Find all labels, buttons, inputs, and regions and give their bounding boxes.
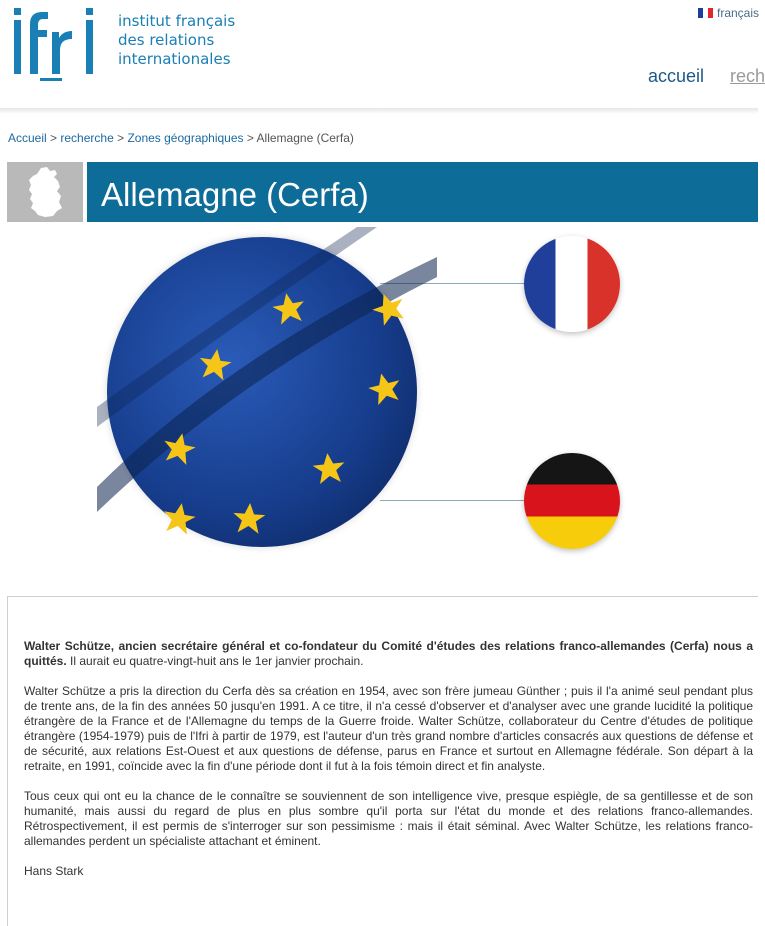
- title-banner: [87, 162, 758, 222]
- french-flag-icon: [524, 236, 620, 332]
- article-paragraph: Walter Schütze a pris la direction du Cerfa dès sa création en 1954, avec son frère jumeau Günther ; puis il l'a animé seul pendant plus de trente ans, de la fin des années 50 jusqu'en 1991. A ce titre, il n'a cessé d'observer et d'analyser avec une grande lucidité la politique étrangère de la France et de l'Allemagne du temps de la Guerre froide. Walter Schütze, collaborateur du Centre d'études de politique étrangère (1954-1979) puis de l'Ifri à partir de 1979, est l'auteur d'un très grand nombre d'articles consacrés aux questions de défense et de sécurité, aux relations Est-Ouest et aux questions de défense, parus en France et surtout en Allemagne fédérale. Son départ à la retraite, en 1991, coïncide avec la fin d'une période dont il fut à la fois témoin direct et fin analyste.: [24, 684, 753, 773]
- breadcrumb-zones[interactable]: Zones géographiques: [127, 131, 244, 145]
- article-body: [24, 639, 753, 894]
- nav-recherche-link[interactable]: rech: [730, 66, 765, 86]
- french-flag-icon: [698, 8, 713, 18]
- region-icon-box: [7, 162, 83, 222]
- site-header: [0, 0, 765, 112]
- article-lead-bold: Walter Schütze, ancien secrétaire général et co-fondateur du Comité d'études des relations franco-allemandes (Cerfa) nous a quittés.: [24, 639, 753, 668]
- germany-map-icon: [7, 162, 83, 222]
- eu-flag-stars: [107, 237, 417, 547]
- breadcrumb-separator: >: [243, 131, 257, 145]
- header-shadow: [0, 108, 758, 114]
- breadcrumb-recherche[interactable]: recherche: [60, 131, 114, 145]
- article-lead-rest: Il aurait eu quatre-vingt-huit ans le 1er janvier prochain.: [66, 654, 364, 668]
- breadcrumb-accueil[interactable]: Accueil: [8, 131, 47, 145]
- tagline-line-2: des relations: [118, 31, 215, 49]
- german-flag-icon: [524, 453, 620, 549]
- logo-tagline: [118, 12, 235, 69]
- nav-accueil-link[interactable]: accueil: [648, 66, 705, 86]
- article-lead: [24, 639, 753, 669]
- breadcrumb: [8, 131, 354, 145]
- tagline-line-1: institut français: [118, 12, 236, 30]
- eu-flag-image: [107, 237, 417, 547]
- language-switcher[interactable]: [698, 6, 759, 20]
- page-title-bar: [7, 162, 758, 222]
- article-signature: Hans Stark: [24, 864, 84, 878]
- breadcrumb-separator: >: [46, 131, 61, 145]
- hero-illustration: [0, 225, 758, 585]
- article-panel: [7, 596, 758, 926]
- language-label: français: [717, 6, 760, 20]
- article-paragraph: Tous ceux qui ont eu la chance de le connaître se souviennent de son intelligence vive, presque espiègle, de sa gentillesse et de son humanité, mais aussi du regard de plus en plus sombre qu'il porta sur l'état du monde et des relations franco-allemandes. Rétrospectivement, il est permis de s'interroger sur son pessimisme : mais il était séminal. Avec Walter Schütze, les relations franco-allemandes perdent un spécialiste attachant et éminent.: [24, 789, 753, 848]
- breadcrumb-separator: >: [113, 131, 128, 145]
- ifri-logo[interactable]: [12, 4, 102, 82]
- tagline-line-3: internationales: [118, 50, 231, 68]
- page-title: Allemagne (Cerfa): [101, 176, 369, 213]
- breadcrumb-current: Allemagne (Cerfa): [256, 131, 354, 145]
